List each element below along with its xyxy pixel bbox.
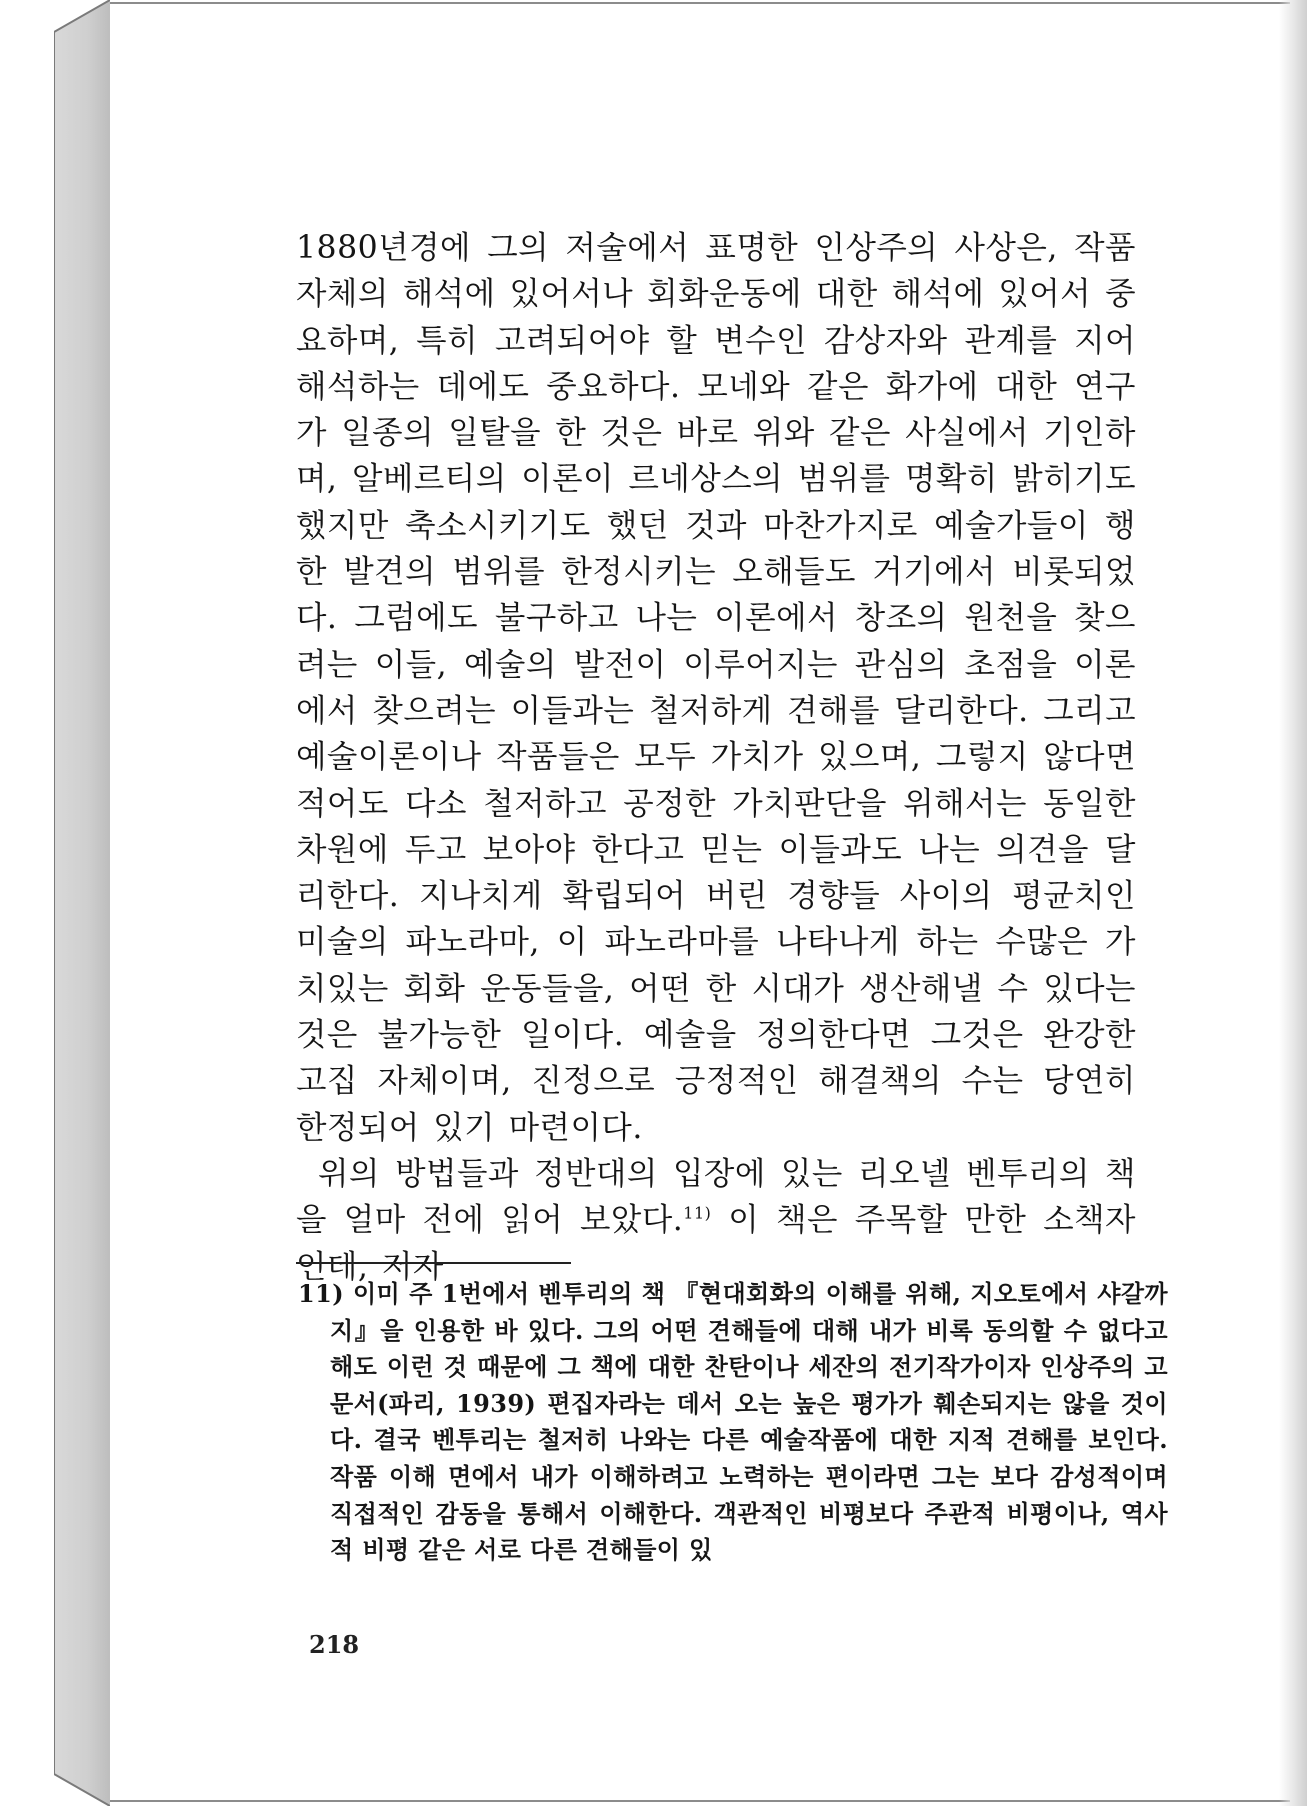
main-text [296, 225, 1136, 1290]
footnote-reference: 11) [683, 1203, 712, 1223]
body-paragraph-2-end: 이 책은 주목할 만한 소책자인데, 저자 [296, 1202, 1136, 1285]
body-paragraph-2 [296, 1151, 1136, 1290]
footnote-divider [296, 1262, 571, 1264]
body-paragraph-2-start: 위의 방법들과 정반대의 입장에 있는 리오넬 벤투리의 책을 얼마 전에 읽어 보았다. [296, 1155, 1136, 1239]
footnote-marker: 11) [298, 1279, 344, 1308]
page-number: 218 [309, 1630, 360, 1659]
footnote-11 [298, 1276, 1168, 1569]
body-paragraph-1: 1880년경에 그의 저술에서 표명한 인상주의 사상은, 작품 자체의 해석에 있어서나 회화운동에 대한 해석에 있어서 중요하며, 특히 고려되어야 할 변수인 감상자와 관계를 지어 해석하는 데에도 중요하다. 모네와 같은 화가에 대한 연구가 일종의 일탈을 한 것은 바로 위와 같은 사실에서 기인하며, 알베르티의 이론이 르네상스의 범위를 명확히 밝히기도 했지만 축소시키기도 했던 것과 마찬가지로 예술가들이 행한 발견의 범위를 한정시키는 오해들도 거기에서 비롯되었다. 그럼에도 불구하고 나는 이론에서 창조의 원천을 찾으려는 이들, 예술의 발전이 이루어지는 관심의 초점을 이론에서 찾으려는 이들과는 철저하게 견해를 달리한다. 그리고 예술이론이나 작품들은 모두 가치가 있으며, 그렇지 않다면 적어도 다소 철저하고 공정한 가치판단을 위해서는 동일한 차원에 두고 보아야 한다고 믿는 이들과도 나는 의견을 달리한다. 지나치게 확립되어 버린 경향들 사이의 평균치인 미술의 파노라마, 이 파노라마를 나타나게 하는 수많은 가치있는 회화 운동들을, 어떤 한 시대가 생산해낼 수 있다는 것은 불가능한 일이다. 예술을 정의한다면 그것은 완강한 고집 자체이며, 진정으로 긍정적인 해결책의 수는 당연히 한정되어 있기 마련이다. [296, 230, 1136, 1146]
footnote-text: 이미 주 1번에서 벤투리의 책 『현대회화의 이해를 위해, 지오토에서 샤갈까지』을 인용한 바 있다. 그의 어떤 견해들에 대해 내가 비록 동의할 수 없다고 해도 이런 것 때문에 그 책에 대한 찬탄이나 세잔의 전기작가이자 인상주의 고문서(파리, 1939) 편집자라는 데서 오는 높은 평가가 훼손되지는 않을 것이다. 결국 벤투리는 철저히 나와는 다른 예술작품에 대한 지적 견해를 보인다. 작품 이해 면에서 내가 이해하려고 노력하는 편이라면 그는 보다 감성적이며 직접적인 감동을 통해서 이해한다. 객관적인 비평보다 주관적 비평이나, 역사적 비평 같은 서로 다른 견해들이 있 [330, 1279, 1168, 1565]
book-spine [54, 0, 111, 1806]
page-edge-shadow [1279, 0, 1307, 1806]
